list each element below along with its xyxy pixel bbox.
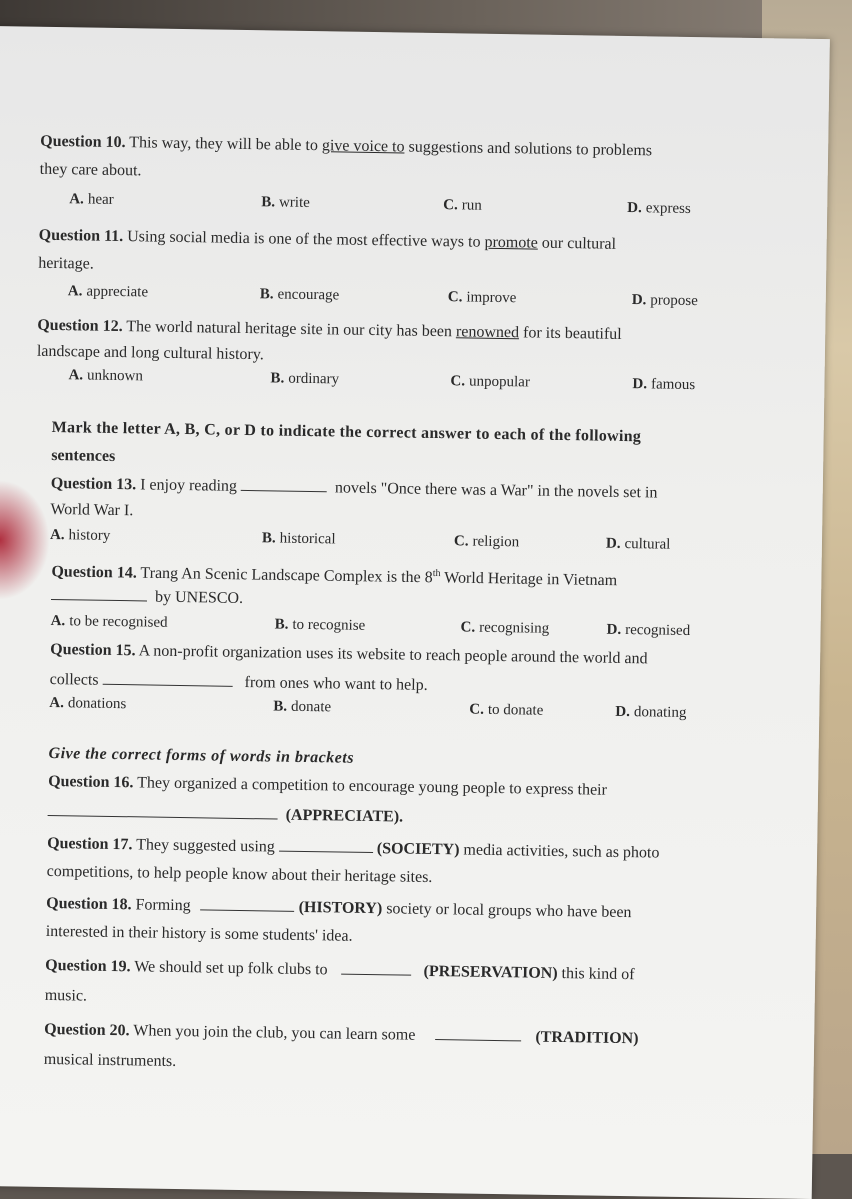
q18-blank [201,895,295,911]
q11-option-d: D. propose [631,292,698,310]
question-11-line2: heritage. [38,254,94,273]
q15-option-c: C. to donate [469,701,544,719]
q10-option-b: B. write [261,194,310,211]
question-15-line2: collects from ones who want to help. [49,670,428,694]
q10-option-d: D. express [627,199,691,217]
question-13-line1: Question 13. I enjoy reading novels "Once there was a War" in the novels set in [50,474,658,502]
q13-blank [241,476,327,492]
q15-blank [103,670,233,687]
question-11-line1: Question 11. Using social media is one of the most effective ways to promote our cultural [38,226,617,253]
q16-blank [48,801,278,820]
q13-option-d: D. cultural [605,535,671,553]
question-10-line2: they care about. [39,160,142,180]
q14-option-d: D. recognised [606,621,691,640]
section-1-instruction-line2: sentences [51,446,116,465]
q12-option-a: A. unknown [68,367,144,385]
question-17-line1: Question 17. They suggested using (SOCIETY) media activities, such as photo [47,834,660,862]
q19-blank [342,960,412,976]
q12-option-b: B. ordinary [270,370,340,388]
question-20-line2: musical instruments. [43,1050,177,1070]
question-20-line1: Question 20. When you join the club, you can learn some (TRADITION) [44,1020,639,1048]
q11-option-b: B. encourage [259,286,340,304]
question-16-line2: (APPRECIATE). [47,801,403,829]
question-14-line1: Question 14. Trang An Scenic Landscape Complex is the 8th World Heritage in Vietnam [51,563,618,590]
q20-blank [435,1025,521,1041]
q17-blank [279,837,373,853]
q13-option-c: C. religion [453,533,520,551]
section-2-title: Give the correct forms of words in brackets [48,744,355,767]
question-12-line1: Question 12. The world natural heritage site in our city has been renowned for its beautiful [37,316,622,343]
question-12-line2: landscape and long cultural history. [36,342,264,364]
worksheet-page [0,26,830,1199]
q11-option-c: C. improve [447,289,517,307]
section-1-instruction: Mark the letter A, B, C, or D to indicate the correct answer to each of the following [51,418,642,446]
q11-option-a: A. appreciate [67,283,149,301]
q13-option-b: B. historical [261,530,336,548]
question-16-line1: Question 16. They organized a competition to encourage young people to express their [48,772,608,799]
question-15-line1: Question 15. A non-profit organization uses its website to reach people around the world and [50,640,648,668]
photo-edge-shadow [0,480,50,600]
q10-option-c: C. run [443,197,482,214]
question-14-line2: by UNESCO. [51,585,243,610]
q15-option-d: D. donating [615,703,687,721]
q14-option-c: C. recognising [460,619,550,637]
q10-option-a: A. hear [69,191,114,208]
question-18-line2: interested in their history is some students' idea. [45,922,353,945]
q14-option-b: B. to recognise [274,616,366,634]
question-18-line1: Question 18. Forming (HISTORY) society or local groups who have been [46,894,632,922]
q13-option-a: A. history [49,526,111,544]
q15-option-a: A. donations [49,694,127,713]
q14-blank [51,585,147,602]
question-17-line2: competitions, to help people know about their heritage sites. [46,862,433,886]
question-10-line1: Question 10. This way, they will be able to give voice to suggestions and solutions to problems [40,132,653,160]
question-13-line2: World War I. [50,500,134,520]
q12-option-c: C. unpopular [450,373,531,391]
q14-option-a: A. to be recognised [50,612,168,631]
q15-option-b: B. donate [273,698,332,716]
q12-option-d: D. famous [632,376,696,394]
question-19-line1: Question 19. We should set up folk clubs to (PRESERVATION) this kind of [45,956,635,984]
question-19-line2: music. [44,986,88,1005]
